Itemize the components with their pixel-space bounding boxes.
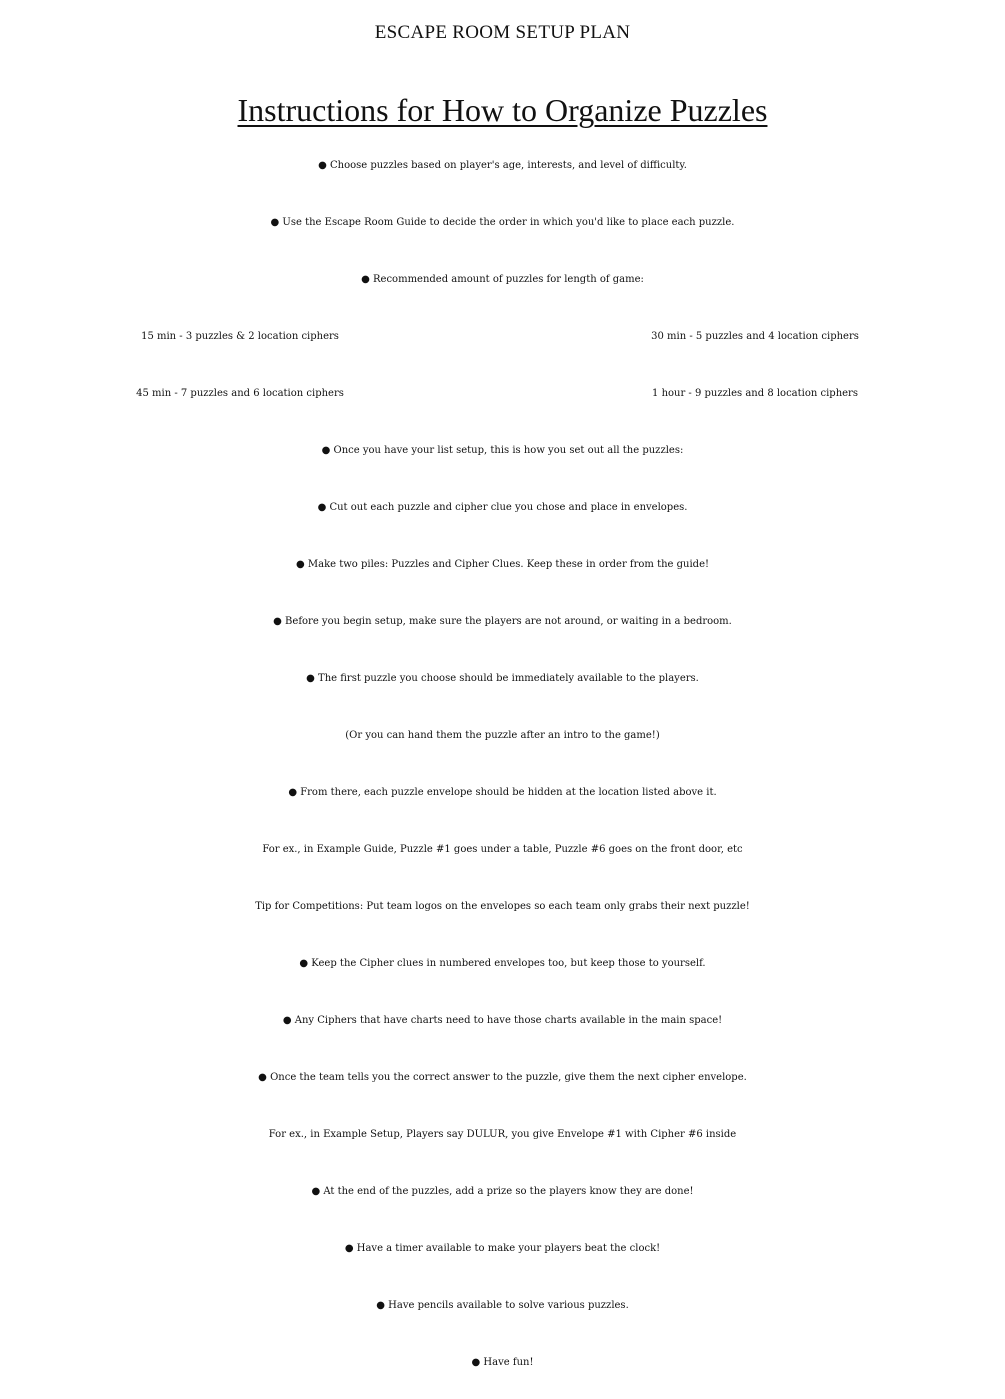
document-title: Instructions for How to Organize Puzzles — [237, 92, 768, 128]
example-setup: For ex., in Example Setup, Players say DULUR, you give Envelope #1 with Cipher #6 inside — [268, 1129, 737, 1140]
instruction-hand-puzzle: (Or you can hand them the puzzle after an intro to the game!) — [345, 730, 660, 741]
instruction-first-puzzle: ● The first puzzle you choose should be immediately available to the players. — [306, 673, 699, 684]
instruction-two-piles: ● Make two piles: Puzzles and Cipher Clues. Keep these in order from the guide! — [295, 559, 710, 570]
instruction-have-fun: ● Have fun! — [471, 1357, 534, 1368]
instruction-use-guide: ● Use the Escape Room Guide to decide the order in which you'd like to place each puzzle. — [270, 217, 735, 228]
instruction-choose-puzzles: ● Choose puzzles based on player's age, interests, and level of difficulty. — [318, 160, 687, 171]
instruction-hide-envelopes: ● From there, each puzzle envelope should be hidden at the location listed above it. — [288, 787, 717, 798]
game-length-30-min: 30 min - 5 puzzles and 4 location ciphers — [651, 331, 859, 342]
instruction-correct-answer: ● Once the team tells you the correct answer to the puzzle, give them the next cipher envelope. — [258, 1072, 747, 1083]
instruction-recommended-amount: ● Recommended amount of puzzles for length of game: — [361, 274, 644, 285]
instruction-timer: ● Have a timer available to make your players beat the clock! — [344, 1243, 661, 1254]
instruction-list-setup: ● Once you have your list setup, this is how you set out all the puzzles: — [321, 445, 684, 456]
tip-competitions: Tip for Competitions: Put team logos on the envelopes so each team only grabs their next puzzle! — [255, 901, 750, 912]
instruction-prize: ● At the end of the puzzles, add a prize so the players know they are done! — [311, 1186, 694, 1197]
game-length-1-hour: 1 hour - 9 puzzles and 8 location ciphers — [652, 388, 858, 399]
document-header: ESCAPE ROOM SETUP PLAN — [374, 22, 631, 43]
instruction-cipher-charts: ● Any Ciphers that have charts need to have those charts available in the main space! — [282, 1015, 723, 1026]
instruction-cipher-envelopes: ● Keep the Cipher clues in numbered envelopes too, but keep those to yourself. — [299, 958, 706, 969]
instruction-pencils: ● Have pencils available to solve various puzzles. — [376, 1300, 629, 1311]
instruction-before-setup: ● Before you begin setup, make sure the players are not around, or waiting in a bedroom. — [273, 616, 732, 627]
example-guide: For ex., in Example Guide, Puzzle #1 goes under a table, Puzzle #6 goes on the front door, etc — [262, 844, 743, 855]
game-length-15-min: 15 min - 3 puzzles & 2 location ciphers — [141, 331, 339, 342]
game-length-45-min: 45 min - 7 puzzles and 6 location ciphers — [136, 388, 344, 399]
instruction-cut-out: ● Cut out each puzzle and cipher clue you chose and place in envelopes. — [317, 502, 688, 513]
